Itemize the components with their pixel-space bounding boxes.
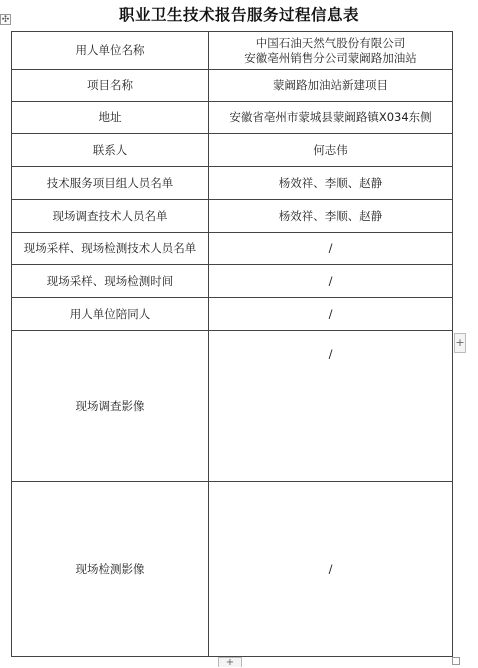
label-sampling-staff: 现场采样、现场检测技术人员名单 bbox=[12, 233, 209, 265]
label-employer-name: 用人单位名称 bbox=[12, 32, 209, 70]
value-employer-name bbox=[209, 32, 453, 70]
employer-name-line-1: 中国石油天然气股份有限公司 bbox=[255, 35, 406, 50]
table-row bbox=[12, 200, 453, 233]
add-column-button[interactable]: + bbox=[454, 333, 466, 353]
label-address: 地址 bbox=[12, 102, 209, 134]
table-move-handle-icon[interactable]: ✣ bbox=[1, 15, 10, 25]
table-row bbox=[12, 134, 453, 167]
table-row bbox=[12, 331, 453, 482]
table-row bbox=[12, 298, 453, 331]
label-service-team: 技术服务项目组人员名单 bbox=[12, 167, 209, 200]
table-row bbox=[12, 70, 453, 102]
table-row bbox=[12, 233, 453, 265]
label-detection-images: 现场检测影像 bbox=[12, 482, 209, 657]
value-contact: 何志伟 bbox=[209, 134, 453, 167]
value-service-team: 杨效祥、李顺、赵静 bbox=[209, 167, 453, 200]
value-accompanying-person: / bbox=[209, 298, 453, 331]
table-row bbox=[12, 265, 453, 298]
table-row bbox=[12, 482, 453, 657]
value-survey-staff: 杨效祥、李顺、赵静 bbox=[209, 200, 453, 233]
employer-name-line-2: 安徽亳州销售分公司蒙阚路加油站 bbox=[244, 50, 417, 65]
table-row bbox=[12, 32, 453, 70]
value-survey-images: / bbox=[209, 331, 453, 482]
label-survey-images: 现场调查影像 bbox=[12, 331, 209, 482]
value-address: 安徽省亳州市蒙城县蒙阚路镇X034东侧 bbox=[209, 102, 453, 134]
table-resize-handle-icon[interactable] bbox=[452, 657, 460, 665]
label-accompanying-person: 用人单位陪同人 bbox=[12, 298, 209, 331]
table-row bbox=[12, 167, 453, 200]
value-detection-images: / bbox=[209, 482, 453, 657]
value-project-name: 蒙阚路加油站新建项目 bbox=[209, 70, 453, 102]
value-sampling-time: / bbox=[209, 265, 453, 298]
value-sampling-staff: / bbox=[209, 233, 453, 265]
label-project-name: 项目名称 bbox=[12, 70, 209, 102]
document-title: 职业卫生技术报告服务过程信息表 bbox=[118, 5, 359, 24]
label-sampling-time: 现场采样、现场检测时间 bbox=[12, 265, 209, 298]
add-row-button[interactable]: + bbox=[218, 657, 242, 667]
label-contact: 联系人 bbox=[12, 134, 209, 167]
info-table bbox=[11, 31, 453, 657]
label-survey-staff: 现场调查技术人员名单 bbox=[12, 200, 209, 233]
table-row bbox=[12, 102, 453, 134]
